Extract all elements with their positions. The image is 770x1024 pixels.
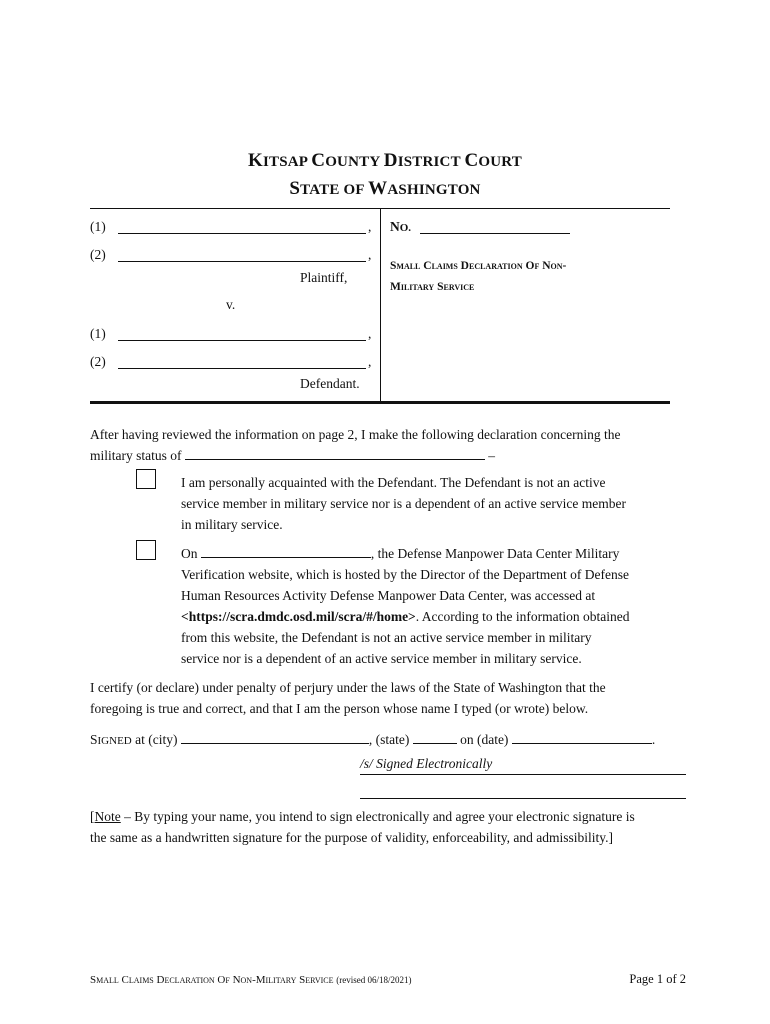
footer-page-number: Page 1 of 2 [629, 972, 686, 986]
military-status-field[interactable] [185, 445, 485, 460]
plaintiff-2-field[interactable] [118, 247, 366, 262]
case-number-field[interactable] [420, 219, 570, 234]
defendant-1-number: (1) [90, 326, 106, 341]
signed-state-field[interactable] [413, 729, 457, 744]
plaintiff-2-number: (2) [90, 247, 106, 262]
defendant-1-comma: , [368, 326, 372, 341]
caption-divider [380, 209, 381, 402]
plaintiff-1-comma: , [368, 219, 372, 234]
intro-paragraph: After having reviewed the information on page 2, I make the following declaration concerning the military status of – [90, 427, 621, 463]
form-title: Small Claims Declaration Of Non- Military Service [390, 260, 567, 293]
footer-form-name: Small Claims Declaration Of Non-Military Service (revised 06/18/2021) [90, 974, 412, 986]
option-acquainted-text: I am personally acquainted with the Defendant. The Defendant is not an active service member in military service nor is a dependent of an active service member in military service. [181, 475, 626, 532]
option-dmdc-checkbox[interactable] [136, 540, 156, 560]
defendant-1-field[interactable] [118, 326, 366, 341]
defendant-2-comma: , [368, 354, 372, 369]
court-title: KITSAP COUNTY DISTRICT COURT [247, 150, 523, 171]
signature-text: /s/ Signed Electronically [360, 756, 493, 771]
plaintiff-2-comma: , [368, 247, 372, 262]
dmdc-url: <https://scra.dmdc.osd.mil/scra/#/home> [181, 609, 416, 624]
plaintiff-label: Plaintiff, [300, 270, 348, 285]
note-paragraph: [Note – By typing your name, you intend to sign electronically and agree your electronic signature is the same as a handwritten signature for the purpose of validity, enforceability, and admissibility.] [90, 809, 635, 845]
signed-date-field[interactable] [512, 729, 652, 744]
signed-line: SIGNED at (city) , (state) on (date) . [90, 729, 710, 752]
signed-city-field[interactable] [181, 729, 369, 744]
signature-field[interactable] [360, 756, 686, 775]
defendant-label: Defendant. [300, 376, 360, 391]
dmdc-date-field[interactable] [201, 543, 371, 558]
defendant-2-number: (2) [90, 354, 106, 369]
versus-label: v. [226, 297, 236, 312]
certification-paragraph: I certify (or declare) under penalty of perjury under the laws of the State of Washington that the foregoing is true and correct, and that I am the person whose name I typed (or wrote) below. [90, 680, 606, 716]
plaintiff-1-number: (1) [90, 219, 106, 234]
caption-bottom-rule [90, 401, 670, 404]
state-title: STATE OF WASHINGTON [289, 178, 481, 199]
option-dmdc-text: On , the Defense Manpower Data Center Military Verification website, which is hosted by the Director of the Department of Defense Human Resources Activity Defense Manpower Data Center, was accessed at <https://scra.dmdc.osd.mil/scra/#/home>. According to the information obtained from this website, the Defendant is not an active service member in military service nor is a dependent of an active service member in military service. [181, 543, 701, 669]
plaintiff-1-field[interactable] [118, 219, 366, 234]
defendant-2-field[interactable] [118, 354, 366, 369]
case-number-label: NO. [390, 219, 412, 234]
option-acquainted-checkbox[interactable] [136, 469, 156, 489]
printed-name-field[interactable] [360, 798, 686, 799]
